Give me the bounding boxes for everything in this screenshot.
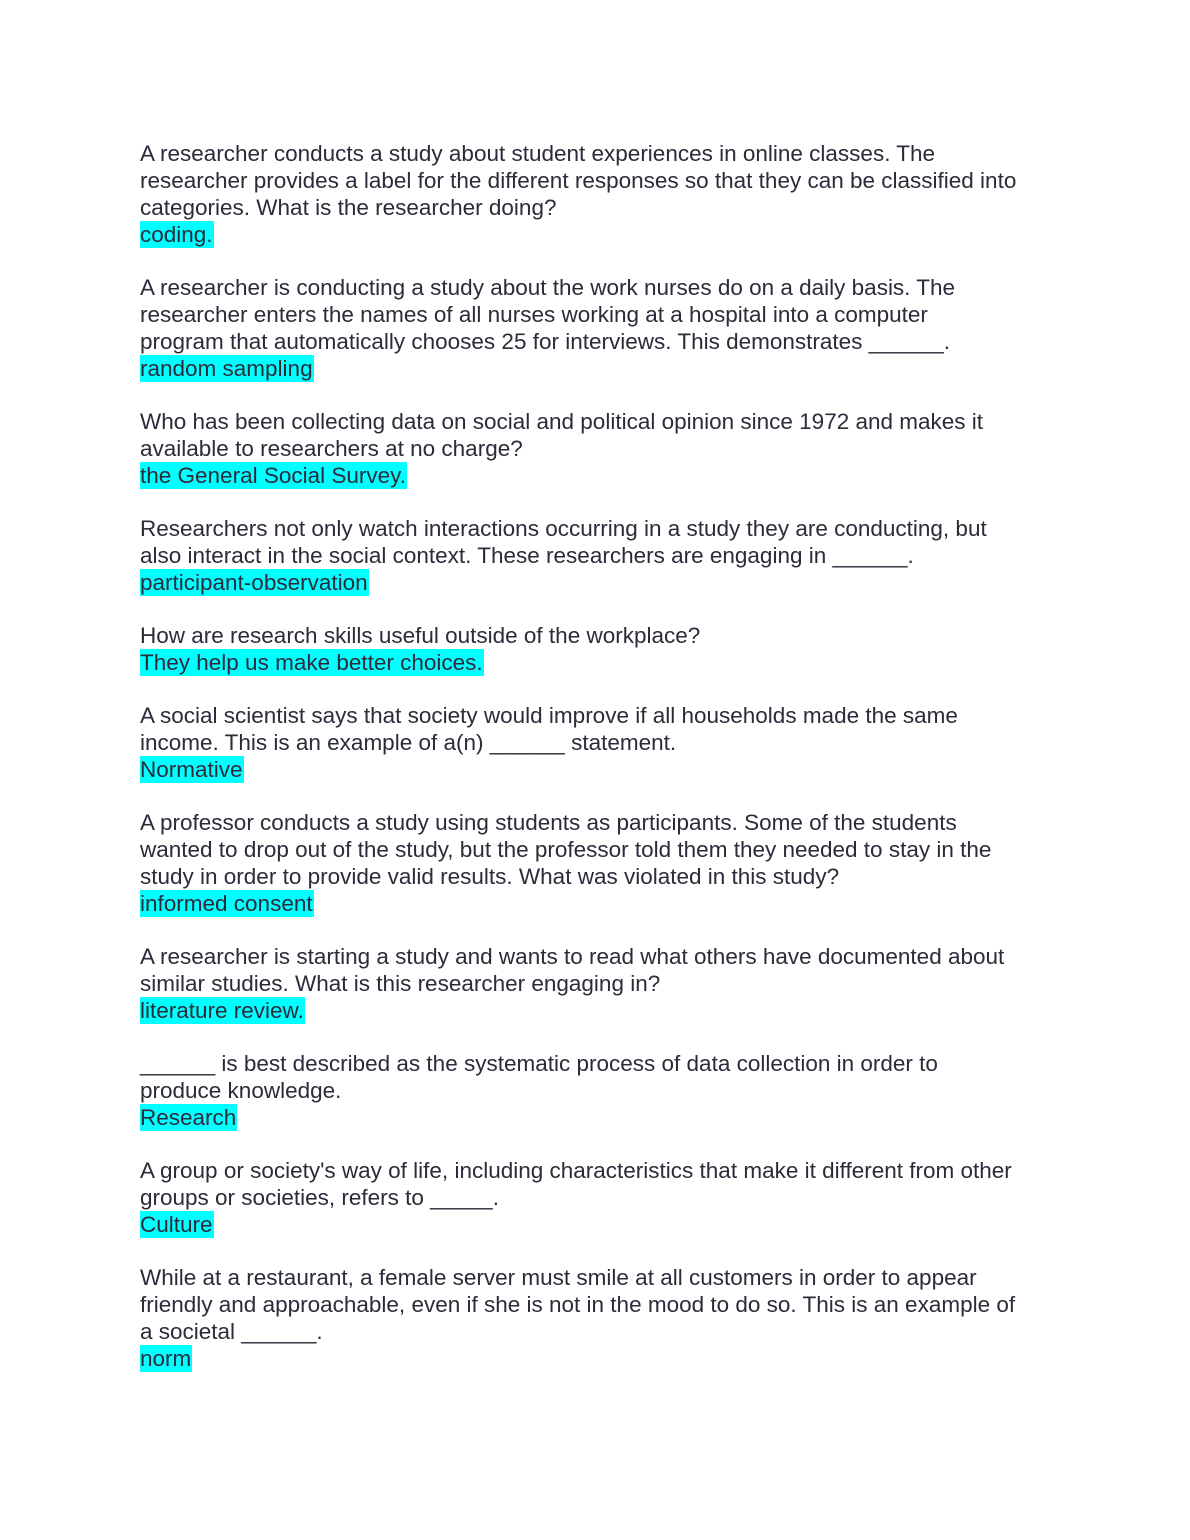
question-text: A researcher is conducting a study about the work nurses do on a daily basis. The researcher enters the names of all nurses working at a hospital into a computer program that automatically chooses 25 for interviews. This demonstrates ______. [140, 275, 956, 354]
question-text: A professor conducts a study using students as participants. Some of the students wanted to drop out of the study, but the professor told them they needed to stay in the study in order to provide valid results. What was violated in this study? [140, 810, 992, 889]
question-text: A group or society's way of life, including characteristics that make it different from other groups or societies, refers to _____. [140, 1158, 1012, 1210]
question-text: Who has been collecting data on social and political opinion since 1972 and makes it available to researchers at no charge? [140, 409, 984, 461]
question-text: A researcher is starting a study and wants to read what others have documented about similar studies. What is this researcher engaging in? [140, 944, 1005, 996]
qa-item-2 [140, 274, 1060, 382]
answer-highlight: norm [140, 1346, 192, 1371]
qa-item-5 [140, 622, 1060, 676]
answer-highlight: Research [140, 1105, 237, 1130]
answer-highlight: Culture [140, 1212, 213, 1237]
answer-highlight: They help us make better choices. [140, 650, 483, 675]
answer-highlight: Normative [140, 757, 243, 782]
question-text: ______ is best described as the systematic process of data collection in order to produce knowledge. [140, 1051, 938, 1103]
qa-item-11 [140, 1264, 1060, 1372]
qa-item-8 [140, 943, 1060, 1024]
question-text: Researchers not only watch interactions occurring in a study they are conducting, but also interact in the social context. These researchers are engaging in ______. [140, 516, 987, 568]
qa-item-7 [140, 809, 1060, 917]
document-page [140, 140, 1060, 1398]
question-text: While at a restaurant, a female server must smile at all customers in order to appear friendly and approachable, even if she is not in the mood to do so. This is an example of a societal ______. [140, 1265, 1016, 1344]
qa-item-9 [140, 1050, 1060, 1131]
question-text: A social scientist says that society would improve if all households made the same income. This is an example of a(n) ______ statement. [140, 703, 958, 755]
answer-highlight: literature review. [140, 998, 304, 1023]
question-text: A researcher conducts a study about student experiences in online classes. The researcher provides a label for the different responses so that they can be classified into categories. What is the researcher doing? [140, 141, 1017, 220]
qa-item-10 [140, 1157, 1060, 1238]
qa-item-3 [140, 408, 1060, 489]
qa-item-6 [140, 702, 1060, 783]
answer-highlight: coding. [140, 222, 213, 247]
qa-item-1 [140, 140, 1060, 248]
answer-highlight: participant-observation [140, 570, 368, 595]
answer-highlight: random sampling [140, 356, 313, 381]
question-text: How are research skills useful outside of the workplace? [140, 623, 701, 648]
answer-highlight: informed consent [140, 891, 313, 916]
answer-highlight: the General Social Survey. [140, 463, 406, 488]
qa-item-4 [140, 515, 1060, 596]
